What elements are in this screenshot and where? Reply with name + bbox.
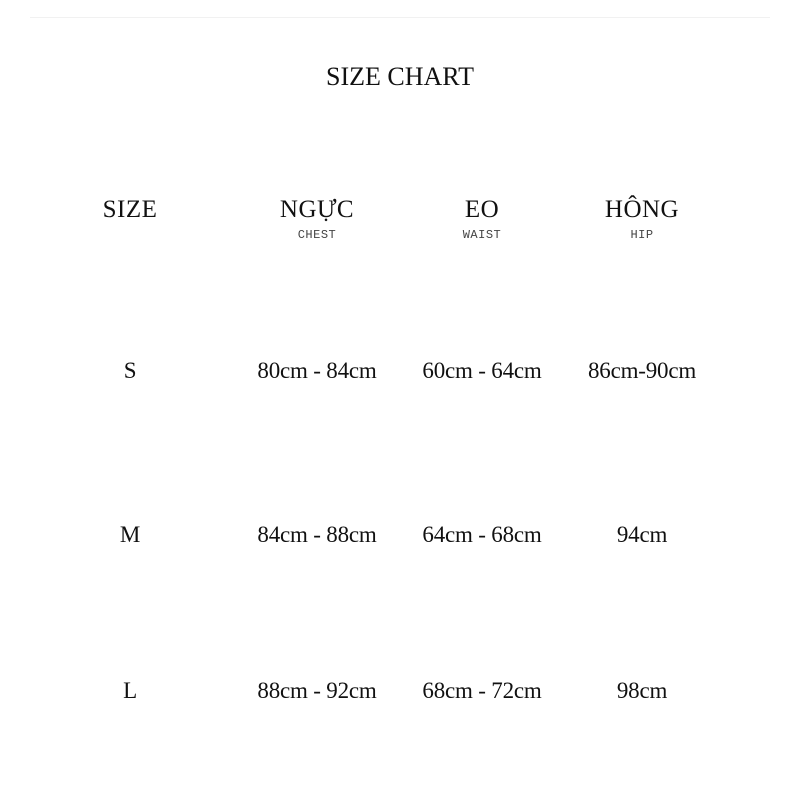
- size-cell: S: [123, 358, 137, 383]
- hip-cell: 94cm: [616, 522, 668, 547]
- chest-cell: 84cm - 88cm: [257, 522, 377, 547]
- column-header-hip: [562, 196, 722, 242]
- column-header-chest: [237, 196, 397, 242]
- column-header-sublabel: WAIST: [462, 228, 502, 242]
- chest-cell: 88cm - 92cm: [257, 678, 377, 703]
- column-header-label: NGỰC: [279, 196, 355, 223]
- size-cell: L: [123, 678, 137, 703]
- top-divider: [30, 17, 770, 18]
- column-header-label: SIZE: [102, 196, 158, 223]
- column-header-waist: [402, 196, 562, 242]
- column-header-label: EO: [464, 196, 500, 223]
- column-header-sublabel: CHEST: [297, 228, 337, 242]
- chest-cell: 80cm - 84cm: [257, 358, 377, 383]
- hip-cell: 98cm: [616, 678, 668, 703]
- column-header-size: [70, 196, 190, 224]
- page-title: SIZE CHART: [326, 62, 474, 91]
- size-cell: M: [119, 522, 141, 547]
- waist-cell: 68cm - 72cm: [422, 678, 542, 703]
- column-header-label: HÔNG: [604, 196, 680, 223]
- column-header-sublabel: HIP: [630, 228, 654, 242]
- waist-cell: 60cm - 64cm: [422, 358, 542, 383]
- hip-cell: 86cm-90cm: [587, 358, 697, 383]
- waist-cell: 64cm - 68cm: [422, 522, 542, 547]
